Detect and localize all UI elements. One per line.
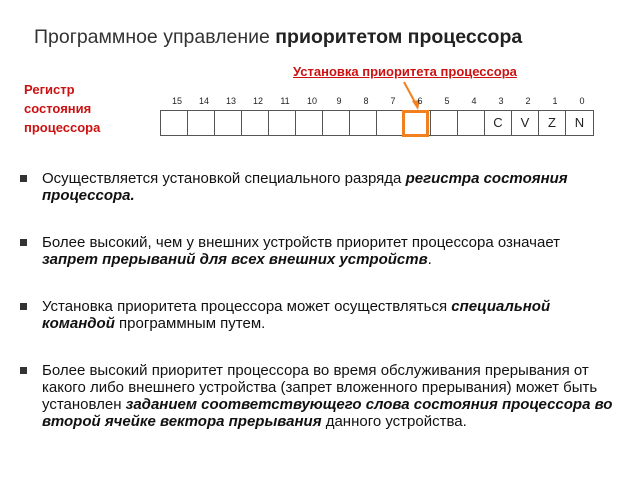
- register-cell: Z: [539, 111, 566, 135]
- register-cell: N: [574, 115, 585, 130]
- bullet-item: [20, 362, 620, 430]
- bit-number: 9: [336, 96, 342, 106]
- bullet-emphasis: запрет прерываний для всех внешних устройств: [42, 251, 428, 268]
- bullet-text: программным путем.: [114, 315, 266, 332]
- bit-number: 4: [471, 96, 477, 106]
- bullet-list: [20, 170, 620, 460]
- register-cell: [458, 111, 485, 135]
- bit-number: 15: [171, 96, 182, 106]
- bullet-text: .: [427, 251, 432, 268]
- bit-number: 3: [498, 96, 504, 106]
- bullet-square-icon: [20, 303, 27, 310]
- bullet-square-icon: [20, 367, 27, 374]
- register-cell: V: [512, 111, 539, 135]
- register-label-line: состояния: [24, 101, 92, 116]
- priority-bit-highlight: [402, 110, 429, 137]
- register-label-line: Регистр: [24, 82, 75, 97]
- bullet-text: Установка приоритета процессора может осуществляться: [42, 298, 452, 315]
- bit-number: 6: [417, 96, 423, 106]
- bit-number: 0: [579, 96, 585, 106]
- bullet-emphasis: заданием соответствующего слова состояния процессора во второй ячейке вектора прерывания: [42, 396, 613, 430]
- priority-label: Установка приоритета процессора: [293, 64, 517, 79]
- bullet-item: [20, 298, 620, 332]
- bullet-item: [20, 234, 620, 268]
- bullet-text: Более высокий, чем у внешних устройств приоритет процессора означает: [42, 234, 561, 251]
- bullet-item: [20, 170, 620, 204]
- status-register: [160, 110, 594, 136]
- bullet-text: данного устройства.: [321, 413, 467, 430]
- register-cell: [188, 111, 215, 135]
- register-cell: C: [485, 111, 512, 135]
- bit-number: 14: [198, 96, 209, 106]
- title-normal: Программное управление: [34, 26, 276, 48]
- bit-number: 12: [252, 96, 263, 106]
- title-bold: приоритетом процессора: [275, 26, 523, 48]
- bullet-emphasis: регистра состояния процессора.: [42, 170, 568, 204]
- bullet-emphasis: специальной командой: [42, 298, 551, 332]
- register-cell: [215, 111, 242, 135]
- bullet-text: Осуществляется установкой специального разряда: [42, 170, 406, 187]
- register-label-line: процессора: [24, 120, 101, 135]
- register-cell: [431, 111, 458, 135]
- bullet-square-icon: [20, 175, 27, 182]
- bit-number: 10: [306, 96, 317, 106]
- bit-numbers: [164, 96, 594, 110]
- bullet-text: Более высокий приоритет процессора во время обслуживания прерывания от какого либо внешнего устройства (запрет вложенного прерывания) может быть установлен: [42, 362, 598, 413]
- register-cell: [161, 111, 188, 135]
- bit-number: 8: [363, 96, 369, 106]
- bit-number: 2: [525, 96, 531, 106]
- register-cell: [323, 111, 350, 135]
- bit-number: 13: [225, 96, 236, 106]
- register-cell: [350, 111, 377, 135]
- register-cell: [242, 111, 269, 135]
- bit-number: 1: [552, 96, 558, 106]
- bullet-square-icon: [20, 239, 27, 246]
- register-cell: [377, 111, 404, 135]
- bit-number: 7: [390, 96, 396, 106]
- register-cell: [296, 111, 323, 135]
- register-cell: [269, 111, 296, 135]
- bit-number: 5: [444, 96, 450, 106]
- bit-number: 11: [280, 96, 290, 106]
